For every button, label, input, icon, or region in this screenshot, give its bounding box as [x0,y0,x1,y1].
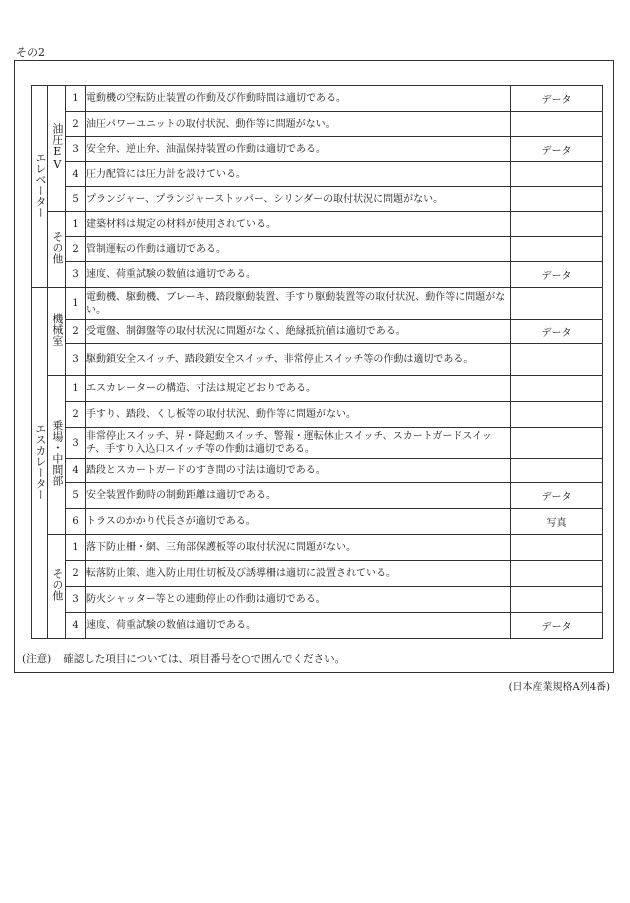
table-row [32,86,603,112]
item-number[interactable]: 3 [66,137,86,162]
table-row [32,162,603,187]
table-row [32,483,603,509]
item-text: 受電盤、制御盤等の取付状況に問題がなく、絶縁抵抗値は適切である。 [86,320,511,344]
group-escalator: エスカレーター [32,288,48,639]
item-number[interactable]: 2 [66,402,86,428]
item-note [511,459,603,483]
item-number[interactable]: 2 [66,561,86,587]
item-number[interactable]: 6 [66,509,86,535]
table-row [32,535,603,561]
notice-text: 確認した項目については、項目番号を○で囲んでください。 [63,653,346,665]
item-note [511,344,603,376]
item-text: エスカレーターの構造、寸法は規定どおりである。 [86,376,511,402]
table-row [32,428,603,459]
group-machine-room: 機械室 [48,288,66,376]
table-row [32,376,603,402]
table-row [32,561,603,587]
group-hydraulic-ev: 油圧EV [48,86,66,212]
item-note: データ [511,613,603,639]
item-text: 電動機の空転防止装置の作動及び作動時間は適切である。 [86,86,511,112]
table-row [32,344,603,376]
table-row [32,613,603,639]
item-text: 管制運転の作動は適切である。 [86,237,511,262]
item-number[interactable]: 1 [66,86,86,112]
item-text: 安全弁、逆止弁、油温保持装置の作動は適切である。 [86,137,511,162]
group-escalator-other: その他 [48,535,66,639]
table-row [32,320,603,344]
item-text: トラスのかかり代長さが適切である。 [86,509,511,535]
item-text: プランジャー、プランジャーストッパー、シリンダーの取付状況に問題がない。 [86,187,511,212]
item-number[interactable]: 4 [66,613,86,639]
item-number[interactable]: 1 [66,376,86,402]
item-note: データ [511,262,603,288]
table-row [32,402,603,428]
item-text: 防火シャッター等との連動停止の作動は適切である。 [86,587,511,613]
item-note: データ [511,86,603,112]
item-number[interactable]: 3 [66,587,86,613]
item-text: 非常停止スイッチ、昇・降起動スイッチ、警報・運転休止スイッチ、スカートガードスイッチ、手すり入込口スイッチ等の作動は適切である。 [86,428,511,459]
table-row [32,288,603,320]
table-row [32,237,603,262]
item-text: 電動機、駆動機、ブレーキ、踏段駆動装置、手すり駆動装置等の取付状況、動作等に問題がない。 [86,288,511,320]
item-text: 手すり、踏段、くし板等の取付状況、動作等に問題がない。 [86,402,511,428]
item-note [511,402,603,428]
table-row [32,587,603,613]
item-number[interactable]: 1 [66,212,86,237]
table-row [32,262,603,288]
item-note: データ [511,320,603,344]
item-text: 速度、荷重試験の数値は適切である。 [86,262,511,288]
table-row [32,187,603,212]
item-number[interactable]: 1 [66,535,86,561]
item-text: 落下防止柵・網、三角部保護板等の取付状況に問題がない。 [86,535,511,561]
table-row [32,112,603,137]
item-text: 安全装置作動時の制動距離は適切である。 [86,483,511,509]
item-text: 踏段とスカートガードのすき間の寸法は適切である。 [86,459,511,483]
item-text: 速度、荷重試験の数値は適切である。 [86,613,511,639]
item-note [511,187,603,212]
item-note: データ [511,483,603,509]
item-note [511,112,603,137]
item-note [511,535,603,561]
item-note [511,376,603,402]
item-number[interactable]: 3 [66,262,86,288]
item-text: 建築材料は規定の材料が使用されている。 [86,212,511,237]
item-number[interactable]: 4 [66,459,86,483]
paper-size-footer: (日本産業規格A列4番) [508,682,610,693]
item-number[interactable]: 5 [66,187,86,212]
item-number[interactable]: 3 [66,344,86,376]
item-note [511,561,603,587]
item-text: 転落防止策、進入防止用仕切板及び誘導柵は適切に設置されている。 [86,561,511,587]
item-number[interactable]: 2 [66,237,86,262]
item-number[interactable]: 5 [66,483,86,509]
item-note [511,162,603,187]
inspection-checklist-table [31,85,603,639]
notice [22,651,345,666]
item-text: 油圧パワーユニットの取付状況、動作等に問題がない。 [86,112,511,137]
table-row [32,212,603,237]
item-number[interactable]: 2 [66,320,86,344]
table-row [32,137,603,162]
item-note [511,428,603,459]
table-row [32,459,603,483]
item-note: データ [511,137,603,162]
page-label: その2 [16,46,45,59]
group-elevator: エレベーター [32,86,48,288]
item-note [511,288,603,320]
group-elevator-other: その他 [48,212,66,288]
item-note: 写真 [511,509,603,535]
item-note [511,237,603,262]
item-number[interactable]: 3 [66,428,86,459]
item-text: 駆動鎖安全スイッチ、踏段鎖安全スイッチ、非常停止スイッチ等の作動は適切である。 [86,344,511,376]
item-number[interactable]: 1 [66,288,86,320]
item-number[interactable]: 4 [66,162,86,187]
item-note [511,587,603,613]
item-note [511,212,603,237]
group-landing-mid: 乗場・中間部 [48,376,66,535]
notice-label: (注意) [22,653,52,665]
item-number[interactable]: 2 [66,112,86,137]
item-text: 圧力配管には圧力計を設けている。 [86,162,511,187]
table-row [32,509,603,535]
